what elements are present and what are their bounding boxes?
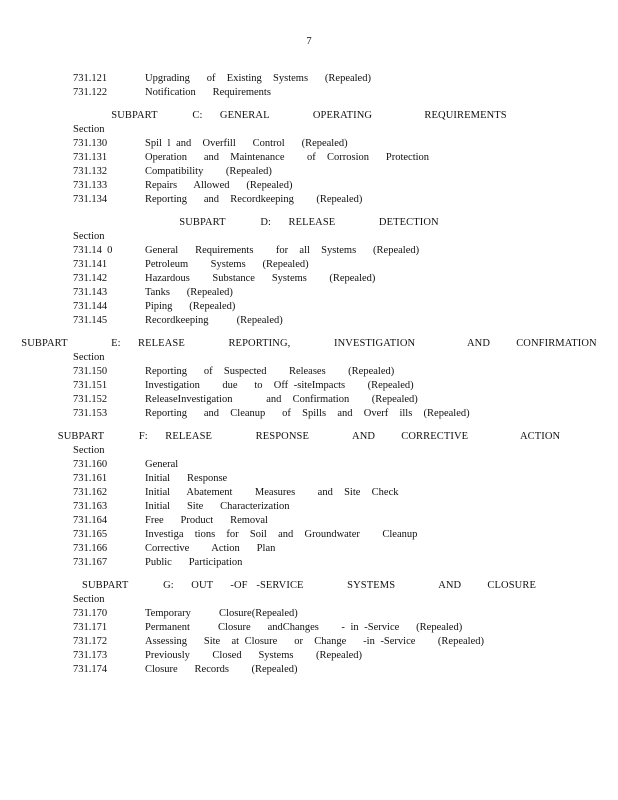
section-number: 731.130 (73, 138, 108, 149)
subpart-heading (0, 109, 618, 123)
section-title: Assessing Site at Closure or Change -in -Service (Repealed) (145, 636, 484, 647)
section-title: Repairs Allowed (Repealed) (145, 180, 293, 191)
section-number: 731.162 (73, 487, 108, 498)
section-column-label (0, 351, 618, 365)
section-title: Closure Records (Repealed) (145, 664, 298, 675)
toc-entry (0, 649, 618, 663)
section-label: Section (73, 124, 105, 135)
section-label: Section (73, 352, 105, 363)
section-title: Reporting and Recordkeeping (Repealed) (145, 194, 363, 205)
section-number: 731.141 (73, 259, 108, 270)
section-number: 731.174 (73, 664, 108, 675)
section-number: 731.131 (73, 152, 108, 163)
section-title: Reporting of Suspected Releases (Repealed) (145, 366, 395, 377)
section-title: Permanent Closure andChanges - in -Service (Repealed) (145, 622, 463, 633)
section-title: Compatibility (Repealed) (145, 166, 272, 177)
toc-entry (0, 486, 618, 500)
section-number: 731.173 (73, 650, 108, 661)
toc-entry (0, 407, 618, 421)
toc-entry (0, 500, 618, 514)
toc-entry (0, 272, 618, 286)
section-column-label (0, 123, 618, 137)
section-title: Piping (Repealed) (145, 301, 236, 312)
section-title: Hazardous Substance Systems (Repealed) (145, 273, 376, 284)
section-number: 731.164 (73, 515, 108, 526)
toc-entry (0, 286, 618, 300)
section-number: 731.163 (73, 501, 108, 512)
toc-entry (0, 179, 618, 193)
toc-entry (0, 193, 618, 207)
section-title: Initial Site Characterization (145, 501, 290, 512)
section-number: 731.150 (73, 366, 108, 377)
section-number: 731.121 (73, 73, 108, 84)
section-title: Temporary Closure(Repealed) (145, 608, 298, 619)
toc-entry (0, 379, 618, 393)
section-number: 731.152 (73, 394, 108, 405)
toc-entry (0, 244, 618, 258)
section-title: Initial Abatement Measures and Site Check (145, 487, 399, 498)
section-title: Recordkeeping (Repealed) (145, 315, 283, 326)
toc-entry (0, 621, 618, 635)
section-number: 731.133 (73, 180, 108, 191)
toc-entry (0, 635, 618, 649)
section-title: Notification Requirements (145, 87, 271, 98)
section-number: 731.145 (73, 315, 108, 326)
toc-entry (0, 514, 618, 528)
section-number: 731.143 (73, 287, 108, 298)
toc-entry (0, 542, 618, 556)
toc-entry (0, 300, 618, 314)
section-number: 731.172 (73, 636, 108, 647)
section-title: Investigation due to Off -siteImpacts (Repealed) (145, 380, 414, 391)
toc-entry (0, 607, 618, 621)
toc-entry (0, 86, 618, 100)
section-title: Tanks (Repealed) (145, 287, 233, 298)
section-title: Corrective Action Plan (145, 543, 276, 554)
section-number: 731.142 (73, 273, 108, 284)
subpart-heading-text: SUBPART G: OUT -OF -SERVICE SYSTEMS AND CLOSURE (82, 580, 536, 591)
toc-entry (0, 151, 618, 165)
subpart-heading-text: SUBPART D: RELEASE DETECTION (179, 217, 439, 228)
toc-entry (0, 472, 618, 486)
section-title: Upgrading of Existing Systems (Repealed) (145, 73, 371, 84)
section-number: 731.160 (73, 459, 108, 470)
toc-entry (0, 663, 618, 677)
section-number: 731.153 (73, 408, 108, 419)
page-number: 7 (306, 36, 312, 47)
section-number: 731.167 (73, 557, 108, 568)
section-number: 731.132 (73, 166, 108, 177)
section-column-label (0, 444, 618, 458)
toc-entry (0, 314, 618, 328)
section-number: 731.14 0 (73, 245, 113, 256)
section-column-label (0, 593, 618, 607)
toc-entry (0, 393, 618, 407)
section-title: Previously Closed Systems (Repealed) (145, 650, 363, 661)
subpart-heading (0, 579, 618, 593)
toc-entry (0, 458, 618, 472)
toc-entry (0, 556, 618, 570)
subpart-heading (0, 337, 618, 351)
section-title: Free Product Removal (145, 515, 268, 526)
section-number: 731.170 (73, 608, 108, 619)
subpart-heading (0, 430, 618, 444)
subpart-heading (0, 216, 618, 230)
toc-entry (0, 258, 618, 272)
subpart-heading-text: SUBPART E: RELEASE REPORTING, INVESTIGATION AND CONFIRMATION (21, 338, 597, 349)
section-title: Operation and Maintenance of Corrosion Protection (145, 152, 430, 163)
section-number: 731.161 (73, 473, 108, 484)
section-title: ReleaseInvestigation and Confirmation (Repealed) (145, 394, 418, 405)
section-number: 731.144 (73, 301, 108, 312)
section-number: 731.166 (73, 543, 108, 554)
section-title: Investiga tions for Soil and Groundwater Cleanup (145, 529, 418, 540)
section-number: 731.122 (73, 87, 108, 98)
toc-entry (0, 72, 618, 86)
section-number: 731.165 (73, 529, 108, 540)
subpart-heading-text: SUBPART F: RELEASE RESPONSE AND CORRECTIVE ACTION (57, 431, 561, 442)
subpart-heading-text: SUBPART C: GENERAL OPERATING REQUIREMENTS (111, 110, 507, 121)
section-column-label (0, 230, 618, 244)
section-title: Spil l and Overfill Control (Repealed) (145, 138, 348, 149)
section-label: Section (73, 231, 105, 242)
section-number: 731.171 (73, 622, 108, 633)
section-number: 731.151 (73, 380, 108, 391)
toc-entry (0, 165, 618, 179)
section-title: Petroleum Systems (Repealed) (145, 259, 309, 270)
section-title: Reporting and Cleanup of Spills and Overf ills (Repealed) (145, 408, 470, 419)
section-label: Section (73, 445, 105, 456)
toc-entry (0, 365, 618, 379)
toc-entry (0, 528, 618, 542)
section-title: Public Participation (145, 557, 243, 568)
section-title: General (145, 459, 179, 470)
section-number: 731.134 (73, 194, 108, 205)
section-title: Initial Response (145, 473, 228, 484)
section-label: Section (73, 594, 105, 605)
section-title: General Requirements for all Systems (Repealed) (145, 245, 420, 256)
toc-entry (0, 137, 618, 151)
